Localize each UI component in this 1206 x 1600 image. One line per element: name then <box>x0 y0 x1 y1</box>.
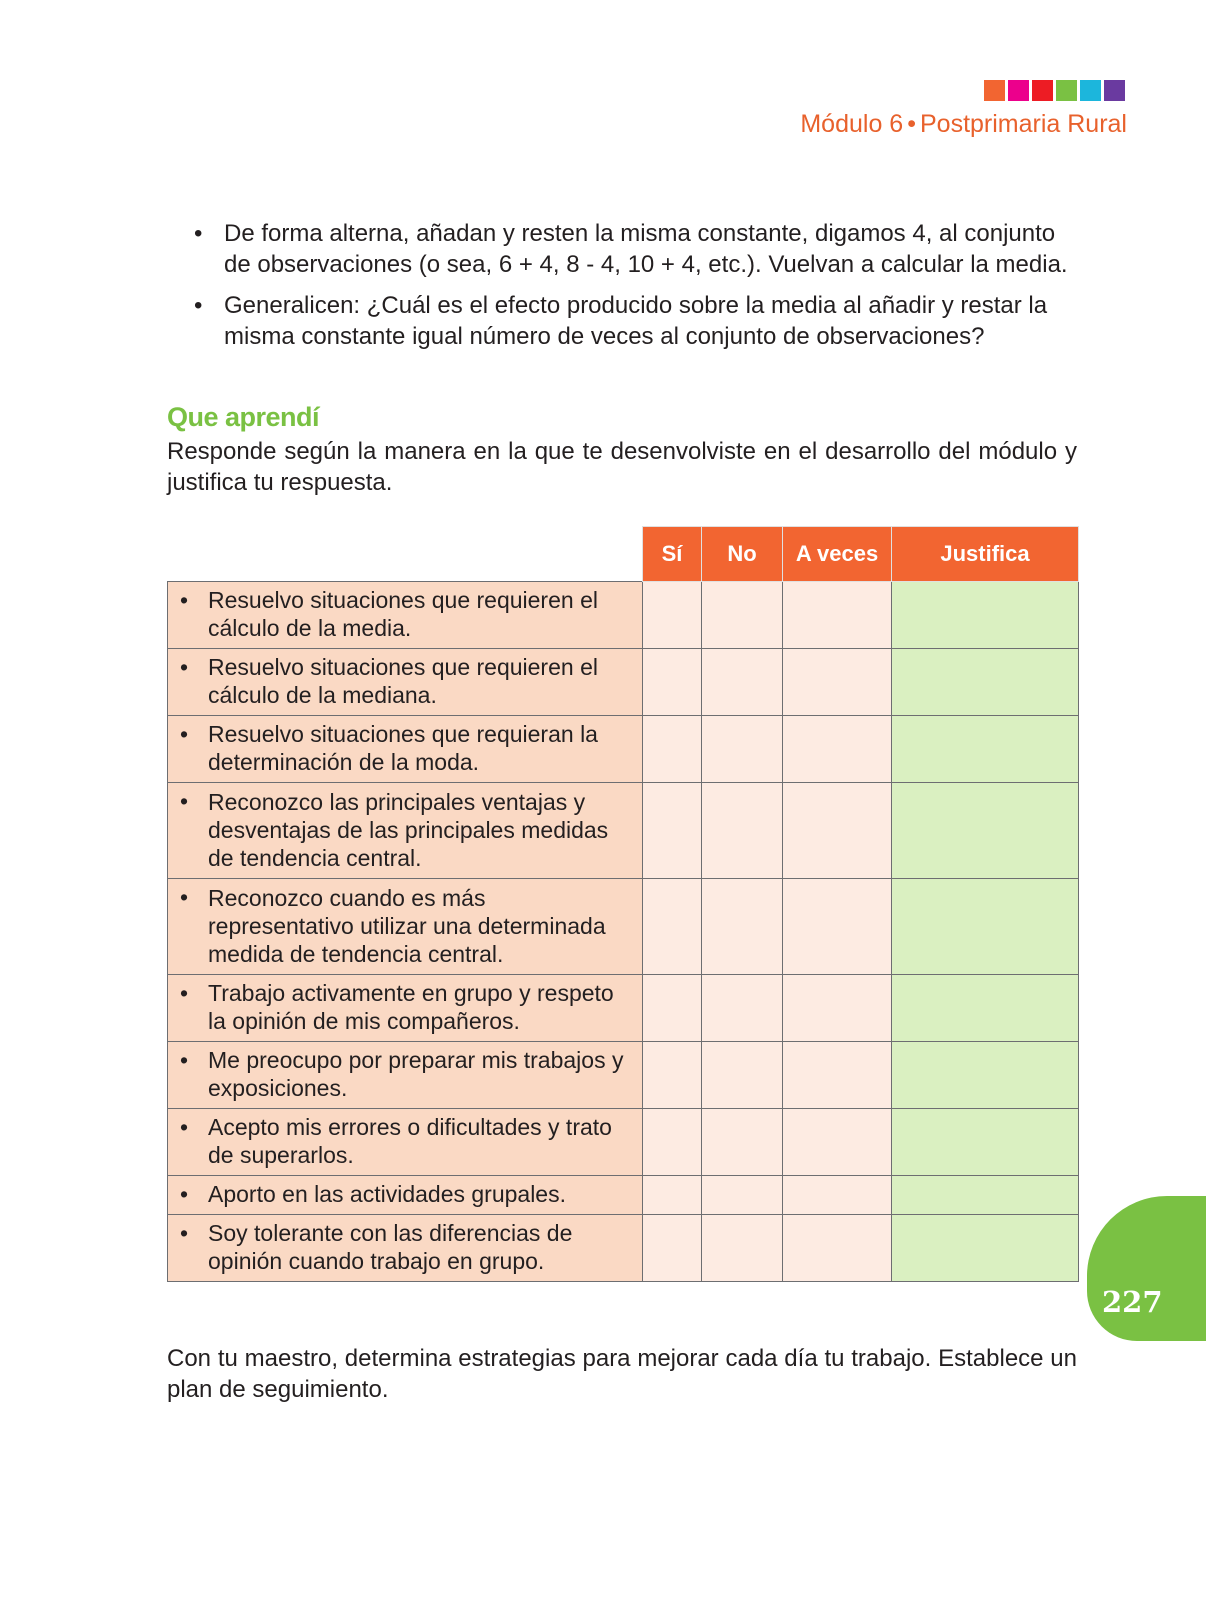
table-header-row <box>168 527 1079 582</box>
table-row <box>168 1042 1079 1109</box>
statement-cell <box>168 975 643 1042</box>
statement-text: Me preocupo por preparar mis trabajos y exposiciones. <box>208 1047 624 1101</box>
answer-cell-no[interactable] <box>702 1176 783 1215</box>
statement-text: Resuelvo situaciones que requieran la determinación de la moda. <box>208 721 598 775</box>
answer-cell-no[interactable] <box>702 879 783 975</box>
answer-cell-no[interactable] <box>702 1042 783 1109</box>
statement-cell <box>168 879 643 975</box>
header-a-veces: A veces <box>783 527 892 582</box>
swatch-5 <box>1080 80 1101 101</box>
activity-bullets <box>190 218 1080 362</box>
swatch-1 <box>984 80 1005 101</box>
statement-cell <box>168 716 643 783</box>
answer-cell-no[interactable] <box>702 716 783 783</box>
answer-cell-si[interactable] <box>643 1215 702 1282</box>
answer-cell-no[interactable] <box>702 783 783 879</box>
justification-cell[interactable] <box>892 1215 1079 1282</box>
answer-cell-no[interactable] <box>702 649 783 716</box>
module-label: Módulo 6 <box>800 110 904 138</box>
program-label: Postprimaria Rural <box>919 110 1127 138</box>
page-number-tab <box>1087 1196 1206 1341</box>
justification-cell[interactable] <box>892 975 1079 1042</box>
table-row <box>168 716 1079 783</box>
table-row <box>168 1176 1079 1215</box>
swatch-2 <box>1008 80 1029 101</box>
swatch-3 <box>1032 80 1053 101</box>
answer-cell-si[interactable] <box>643 716 702 783</box>
statement-text: Resuelvo situaciones que requieren el cálculo de la mediana. <box>208 654 598 708</box>
section-intro: Responde según la manera en la que te desenvolviste en el desarrollo del módulo y justifica tu respuesta. <box>167 438 1077 496</box>
swatch-4 <box>1056 80 1077 101</box>
answer-cell-a-veces[interactable] <box>783 582 892 649</box>
table-row <box>168 975 1079 1042</box>
answer-cell-a-veces[interactable] <box>783 1215 892 1282</box>
justification-cell[interactable] <box>892 649 1079 716</box>
answer-cell-si[interactable] <box>643 783 702 879</box>
answer-cell-a-veces[interactable] <box>783 975 892 1042</box>
statement-text: Trabajo activamente en grupo y respeto la opinión de mis compañeros. <box>208 980 614 1034</box>
bullet-icon: • <box>180 587 189 613</box>
bullet-icon: • <box>180 1114 189 1140</box>
answer-cell-a-veces[interactable] <box>783 879 892 975</box>
header-no: No <box>702 527 783 582</box>
statement-cell <box>168 1176 643 1215</box>
answer-cell-si[interactable] <box>643 1042 702 1109</box>
bullet-icon: • <box>180 721 189 747</box>
table-row <box>168 1109 1079 1176</box>
closing-paragraph: Con tu maestro, determina estrategias para mejorar cada día tu trabajo. Establece un plan de seguimiento. <box>167 1345 1077 1403</box>
header-separator: • <box>907 110 916 138</box>
table-row <box>168 582 1079 649</box>
bullet-icon: • <box>180 1181 189 1207</box>
answer-cell-a-veces[interactable] <box>783 783 892 879</box>
answer-cell-si[interactable] <box>643 1109 702 1176</box>
statement-text: Reconozco cuando es más representativo utilizar una determinada medida de tendencia central. <box>208 884 606 967</box>
answer-cell-si[interactable] <box>643 975 702 1042</box>
statement-text: Reconozco las principales ventajas y desventajas de las principales medidas de tendencia central. <box>208 788 609 871</box>
bullet-icon: • <box>180 884 189 910</box>
table-row <box>168 649 1079 716</box>
statement-text: Resuelvo situaciones que requieren el cálculo de la media. <box>208 587 598 641</box>
statement-cell <box>168 582 643 649</box>
answer-cell-no[interactable] <box>702 975 783 1042</box>
color-swatches <box>984 80 1125 101</box>
answer-cell-si[interactable] <box>643 1176 702 1215</box>
table-row <box>168 879 1079 975</box>
justification-cell[interactable] <box>892 1109 1079 1176</box>
bullet-icon: • <box>180 1047 189 1073</box>
justification-cell[interactable] <box>892 783 1079 879</box>
answer-cell-no[interactable] <box>702 1215 783 1282</box>
answer-cell-si[interactable] <box>643 649 702 716</box>
justification-cell[interactable] <box>892 1042 1079 1109</box>
answer-cell-si[interactable] <box>643 582 702 649</box>
answer-cell-a-veces[interactable] <box>783 1176 892 1215</box>
answer-cell-no[interactable] <box>702 582 783 649</box>
header-blank <box>168 527 643 582</box>
answer-cell-a-veces[interactable] <box>783 649 892 716</box>
bullet-icon: • <box>194 220 203 247</box>
swatch-6 <box>1104 80 1125 101</box>
statement-text: Acepto mis errores o dificultades y trato de superarlos. <box>208 1114 612 1168</box>
statement-cell <box>168 1215 643 1282</box>
justification-cell[interactable] <box>892 582 1079 649</box>
statement-text: Aporto en las actividades grupales. <box>208 1181 566 1207</box>
justification-cell[interactable] <box>892 879 1079 975</box>
statement-text: Soy tolerante con las diferencias de opinión cuando trabajo en grupo. <box>208 1220 573 1274</box>
answer-cell-no[interactable] <box>702 1109 783 1176</box>
statement-cell <box>168 1042 643 1109</box>
statement-cell <box>168 783 643 879</box>
answer-cell-a-veces[interactable] <box>783 716 892 783</box>
answer-cell-a-veces[interactable] <box>783 1109 892 1176</box>
bullet-icon: • <box>180 980 189 1006</box>
running-header <box>800 110 1127 139</box>
bullet-icon: • <box>180 1220 189 1246</box>
bullet-icon: • <box>180 654 189 680</box>
self-evaluation-table <box>167 526 1079 1282</box>
header-si: Sí <box>643 527 702 582</box>
statement-cell <box>168 649 643 716</box>
section-heading: Que aprendí <box>167 402 320 432</box>
answer-cell-si[interactable] <box>643 879 702 975</box>
statement-cell <box>168 1109 643 1176</box>
bullet-icon: • <box>194 292 203 319</box>
justification-cell[interactable] <box>892 1176 1079 1215</box>
table-row <box>168 1215 1079 1282</box>
header-justifica: Justifica <box>892 527 1079 582</box>
justification-cell[interactable] <box>892 716 1079 783</box>
bullet-item: • Generalicen: ¿Cuál es el efecto producido sobre la media al añadir y restar la misma constante igual número de veces al conjunto de observaciones? <box>194 292 1048 350</box>
bullet-item: • De forma alterna, añadan y resten la misma constante, digamos 4, al conjunto de observaciones (o sea, 6 + 4, 8 - 4, 10 + 4, etc.). Vuelvan a calcular la media. <box>194 220 1068 278</box>
answer-cell-a-veces[interactable] <box>783 1042 892 1109</box>
page-number: 227 <box>1102 1285 1163 1319</box>
bullet-icon: • <box>180 788 189 814</box>
table-row <box>168 783 1079 879</box>
